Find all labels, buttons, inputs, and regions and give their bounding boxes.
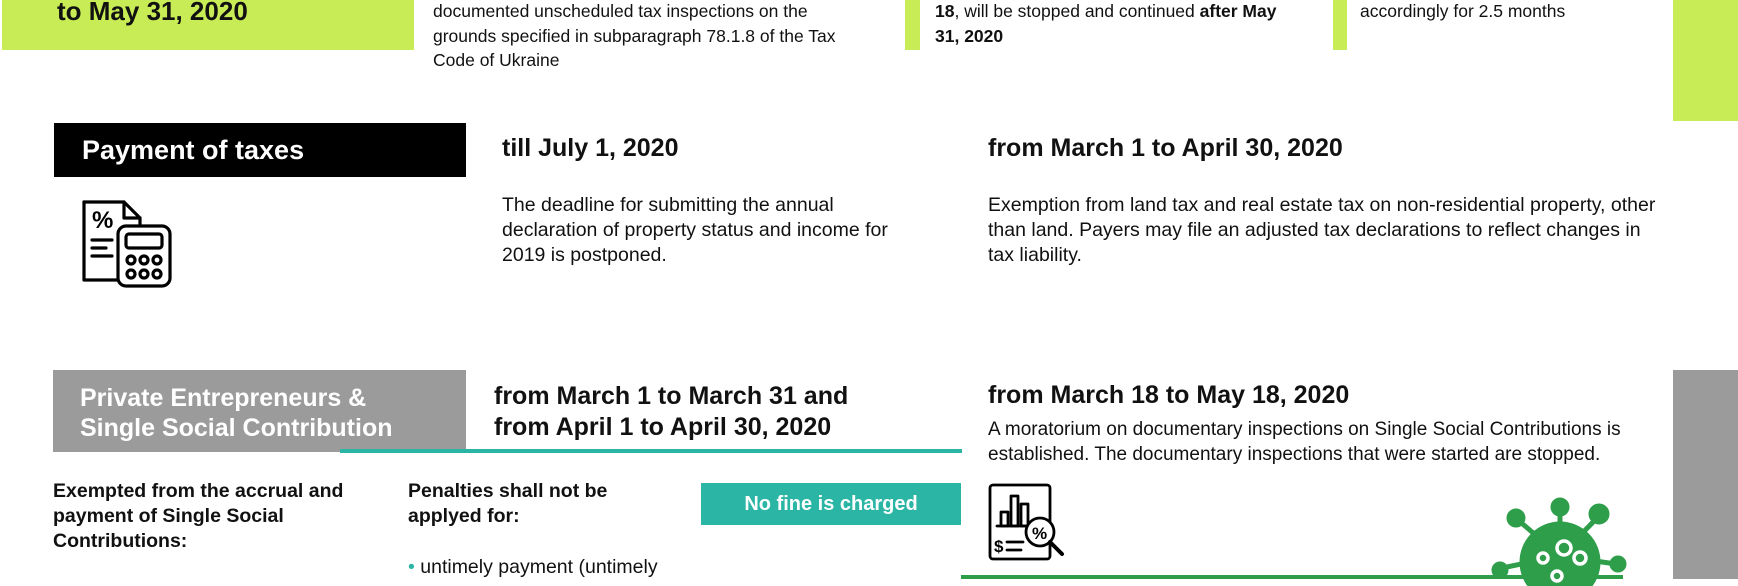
svg-text:%: % xyxy=(92,207,114,234)
taxes-date-1: till July 1, 2020 xyxy=(502,134,679,162)
taxes-text-1: The deadline for submitting the annual declaration of property status and income for 2019 is postponed. xyxy=(502,194,888,266)
entrepreneurs-title: Private Entrepreneurs & Single Social Contribution xyxy=(80,384,393,442)
list-item: • untimely payment (untimely xyxy=(408,556,658,578)
bullet-dot: • xyxy=(408,556,415,578)
section-title: Payment of taxes xyxy=(82,135,305,165)
entrepreneurs-date-1: from March 1 to March 31 and from April 1 to April 30, 2020 xyxy=(494,382,849,441)
taxes-text-2: Exemption from land tax and real estate tax on non-residential property, other than land. Payers may file an adjusted tax declarations to reflect changes in tax liability. xyxy=(988,194,1656,266)
teal-underline xyxy=(340,449,962,453)
accent-bar-3 xyxy=(905,0,920,50)
svg-text:%: % xyxy=(1032,524,1048,543)
chart-analysis-icon xyxy=(987,482,1067,562)
virus-icon xyxy=(1480,496,1640,586)
accent-bar-4 xyxy=(1333,0,1347,50)
exempted-heading: Exempted from the accrual and payment of Single Social Contributions: xyxy=(53,480,344,552)
calculator-document-icon xyxy=(78,196,178,291)
no-fine-label: No fine is charged xyxy=(744,492,918,515)
moratorium-text: A moratorium on documentary inspections on Single Social Contributions is established. The documentary inspections that were started are stopped. xyxy=(988,419,1621,465)
side-accent-green xyxy=(1673,0,1738,121)
svg-text:$: $ xyxy=(994,537,1004,556)
side-accent-gray xyxy=(1673,370,1738,579)
penalties-heading: Penalties shall not be applyed for: xyxy=(408,480,608,527)
no-fine-badge xyxy=(701,483,961,525)
taxes-date-2: from March 1 to April 30, 2020 xyxy=(988,134,1343,162)
inspections-text: documented unscheduled tax inspections on the grounds specified in subparagraph 78.1.8 of the Tax Code of Ukraine xyxy=(433,1,836,70)
entrepreneurs-date-2: from March 18 to May 18, 2020 xyxy=(988,381,1350,409)
inspection-postpone-text: 18, will be stopped and continued after May 31, 2020 xyxy=(935,1,1277,46)
extension-text: accordingly for 2.5 months xyxy=(1360,1,1566,21)
date-banner: to May 31, 2020 xyxy=(57,0,248,26)
